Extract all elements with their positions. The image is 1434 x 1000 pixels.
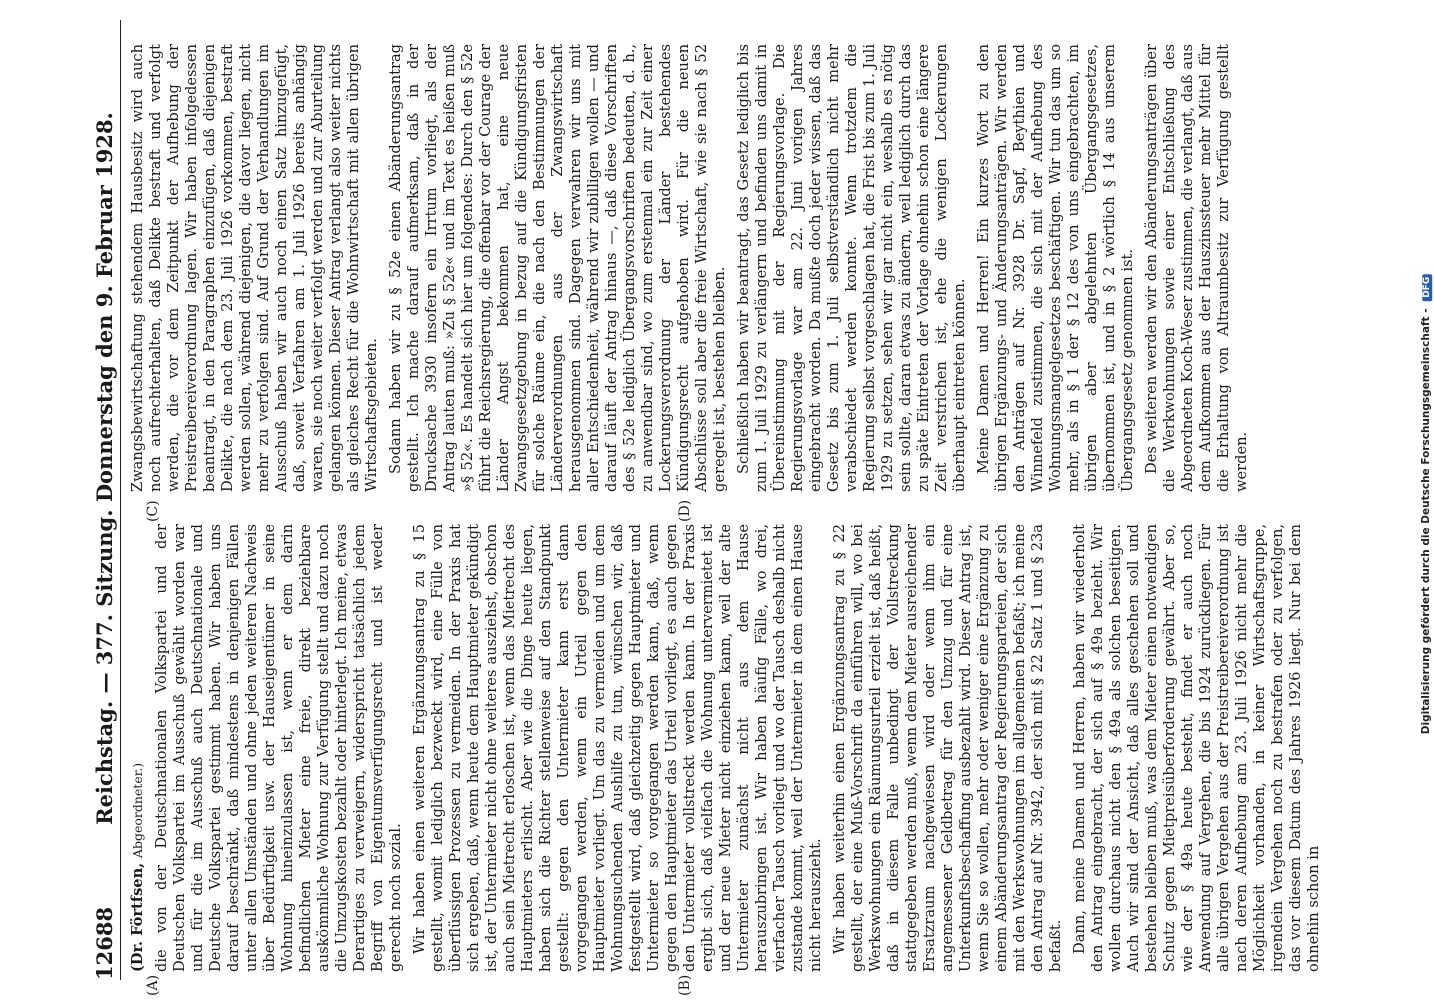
- margin-mark-d: (D): [677, 499, 693, 522]
- margin-mark-b: (B): [677, 974, 693, 996]
- paragraph: Meine Damen und Herren! Ein kurzes Wort zu den übrigen Ergänzungs- und Änderungsanträgen. Wir werden den Anträgen auf Nr. 3928 Dr. Sapf, Beythien und Winnefeld zustimmen, die sich mit der Aufhebung des Wohnungsmangelgesetzes beschäftigen. Wir tun das um so mehr, als in § 1 der § 12 des von uns eingebrachten, im übrigen aber abgelehnten Übergangsgesetzes, übernommen ist, und in § 2 wörtlich § 14 aus unserem Übergangsgesetz genommen ist.: [975, 44, 1136, 492]
- paragraph: Sodann haben wir zu § 52e einen Abänderungsantrag gestellt. Ich mache darauf aufmerksam, daß in der Drucksache 3930 insofern ein Irrtum vorliegt, als der Antrag lauten muß: »Zu § 52e« und im Text es heißen muß »§ 52«. Es handelt sich hier um folgendes: Durch den § 52e führt die Reichsregierung, die offenbar vor der Courage der Länder Angst bekommen hat, eine neue Zwangsgesetzgebung in bezug auf die Kündigungsfristen für solche Räume ein, die nach den Bestimmungen der Länderverordnungen aus der Zwangswirtschaft herausgenommen sind. Dagegen verwahren wir uns mit aller Entschiedenheit, während wir zubilligen wollen — und darauf läuft der Antrag hinaus —, daß diese Vorschriften des § 52e lediglich Übergangsvorschriften bedeuten, d. h., zu anwendbar sind, wo zum erstenmal ein zur Zeit einer Lockerungsverordnung der Länder bestehendes Kündigungsrecht aufgehoben wird. Für die neuen Abschlüsse soll aber die freie Wirtschaft, wie sie nach § 52 geregelt ist, bestehen bleiben.: [387, 44, 728, 492]
- rotated-document-page: [87, 0, 1417, 1000]
- paragraph: Wir haben weiterhin einen Ergänzungsantrag zu § 22 gestellt, der eine Muß-Vorschrift da einführen will, wo bei Werkswohnungen ein Räumungsurteil erzielt ist, daß heißt, daß in diesem Falle unbedingt der Vollstreckung stattgegeben werden muß, wenn dem Mieter ausreichender Ersatzraum nachgewiesen wird oder wenn ihm ein angemessener Geldbetrag für den Umzug und für eine Unterkunftsbeschaffung ausbezahlt wird. Dieser Antrag ist, wenn Sie so wollen, mehr oder weniger eine Ergänzung zu einem Abänderungsantrag der Regierungsparteien, der sich mit den Werkswohnungen im allgemeinen befaßt; ich meine den Antrag auf Nr. 3942, der sich mit § 22 Satz 1 und § 23a befaßt.: [831, 524, 1064, 972]
- session-title: Reichstag. — 377. Sitzung. Donnerstag den 9. Februar 1928.: [91, 112, 117, 825]
- header-rule: [120, 20, 121, 980]
- left-text-column: [129, 524, 1329, 972]
- page-number: 12688: [91, 906, 117, 980]
- paragraph: Zwangsbewirtschaftung stehendem Hausbesitz wird auch noch aufrechterhalten, daß Delikte bestraft und verfolgt werden, die vor dem Zeitpunkt der Aufhebung der Preistreibereiverordnung lagen. Wir haben infolgedessen beantragt, in den Paragraphen einzufügen, daß diejenigen Delikte, die nach dem 23. Juli 1926 vorkommen, bestraft werden sollen, während diejenigen, die davor liegen, nicht mehr zu verfolgen sind. Auf Grund der Verhandlungen im Ausschuß haben wir auch noch einen Satz hinzugefügt, daß, soweit Verfahren am 1. Juli 1926 bereits anhängig waren, sie noch weiter verfolgt werden und zur Aburteilung gelangen können. Dieser Antrag verlangt also weiter nichts als gleiches Recht für die Wohnwirtschaft mit allen übrigen Wirtschaftsgebieten.: [129, 44, 380, 492]
- dfg-logo: DFG: [1422, 274, 1432, 301]
- caption-text: Digitalisierung gefördert durch die Deutsche Forschungsgemeinschaft -: [1420, 308, 1433, 735]
- speaker-line: [129, 524, 147, 972]
- speaker-role: Abgeordneter.): [130, 762, 145, 859]
- paragraph: Schließlich haben wir beantragt, das Gesetz lediglich bis zum 1. Juli 1929 zu verlängern und befinden uns damit in Übereinstimmung mit der Regierungsvorlage. Die Regierungsvorlage war am 22. Juni vorigen Jahres eingebracht worden. Da mußte doch jeder wissen, daß das Gesetz bis zum 1. Juli selbstverständlich nicht mehr verabschiedet werden konnte. Wenn trotzdem die Regierung selbst vorgeschlagen hat, die Frist bis zum 1. Juli 1929 zu setzen, sehen wir gar nicht ein, weshalb es nötig sein sollte, daran etwas zu ändern, weil lediglich durch das zu späte Eintreten der Vorlage ohnehin schon eine längere Zeit verstrichen ist, ehe die wenigen Lockerungen überhaupt eintreten können.: [735, 44, 968, 492]
- paragraph: Wir haben einen weiteren Ergänzungsantrag zu § 15 gestellt, womit lediglich bezweckt wird, eine Fülle von überflüssigen Prozessen zu vermeiden. In der Praxis hat sich ergeben, daß, wenn heute dem Hauptmieter gekündigt ist, der Untermieter nicht ohne weiteres ausziehst, obschon auch sein Mietrecht erloschen ist, wenn das Mietrecht des Hauptmieters erlischt. Aber wie die Dinge heute liegen, haben sich die Richter stellenweise auf den Standpunkt gestellt: gegen den Untermieter kann erst dann vorgegangen werden, wenn ein Urteil gegen den Hauptmieter vorliegt. Um das zu vermeiden und um dem Wohnungsuchenden Aushilfe zu tun, wünschen wir, daß festgestellt wird, daß gleichzeitig gegen Hauptmieter und Untermieter so vorgegangen werden kann, daß, wenn gegen den Hauptmieter das Urteil vorliegt, es auch gegen den Untermieter vollstreckt werden kann. In der Praxis ergibt sich, daß vielfach die Wohnung untervermietet ist und der neue Mieter nicht einziehen kann, weil der alte Untermieter zunächst nicht aus dem Hause herauszubringen ist. Wir haben häufig Fälle, wo drei, vierfacher Tausch vorliegt und wo der Tausch deshalb nicht zustande kommt, weil der Untermieter in dem einen Hause nicht herauszieht.: [411, 524, 824, 972]
- margin-mark-a: (A): [145, 974, 161, 996]
- digitization-caption: [1419, 8, 1433, 1000]
- margin-mark-c: (C): [145, 500, 161, 522]
- paragraph: Des weiteren werden wir den Abänderungsanträgen über die Werkwohnungen sowie einer Entschließung des Abgeordneten Koch-Weser zustimmen, die verlangt, daß aus dem Aufkommen aus der Hauszinssteuer mehr Mittel für die Erhaltung von Altraumbesitz zur Verfügung gestellt werden.: [1143, 44, 1250, 492]
- paragraph: Dann, meine Damen und Herren, haben wir wiederholt den Antrag eingebracht, der sich auf § 49a bezieht. Wir wollen durchaus nicht den § 49a als solchen beseitigen. Auch wir sind der Ansicht, daß alles geschehen soll und bestehen bleiben muß, was dem Mieter einen notwendigen Schutz gegen Mietpreisüberforderung gewährt. Aber so, wie der § 49a heute besteht, findet er auch noch Anwendung auf Vergehen, die bis 1924 zurückliegen. Für alle übrigen Vergehen aus der Preistreibereiverordnung ist nach deren Aufhebung am 23. Juli 1926 nicht mehr die Möglichkeit vorhanden, in keiner Wirtschaftsgruppe, irgendein Vergehen noch zu bestrafen oder zu verfolgen, das vor diesem Datum des Jahres 1926 liegt. Nur bei dem ohnehin schon in: [1071, 524, 1322, 972]
- page-header: [87, 20, 121, 980]
- speaker-name: (Dr. Förtfsen,: [129, 862, 146, 972]
- right-text-column: [129, 44, 1257, 492]
- paragraph: die von der Deutschnationalen Volkspartei und der Deutschen Volkspartei im Ausschuß gewählt worden war und für die im Ausschuß auch Deutschnationale und Deutsche Volkspartei gestimmt haben. Wir haben uns darauf beschränkt, daß mindestens in denjenigen Fällen unter allen Umständen und ohne jeden weiteren Nachweis über Bedürftigkeit usw. der Hauseigentümer in seine Wohnung hineinzulassen ist, wenn er dem darin befindlichen Mieter eine freie, direkt beziehbare auskömmliche Wohnung zur Verfügung stellt und dazu noch die Umzugskosten bezahlt oder hinterlegt. Ich meine, etwas Derartiges zu verweigern, widerspricht tatsächlich jedem Begriff von Eigentumsverfügungsrecht und ist weder gerecht noch sozial.: [153, 524, 404, 972]
